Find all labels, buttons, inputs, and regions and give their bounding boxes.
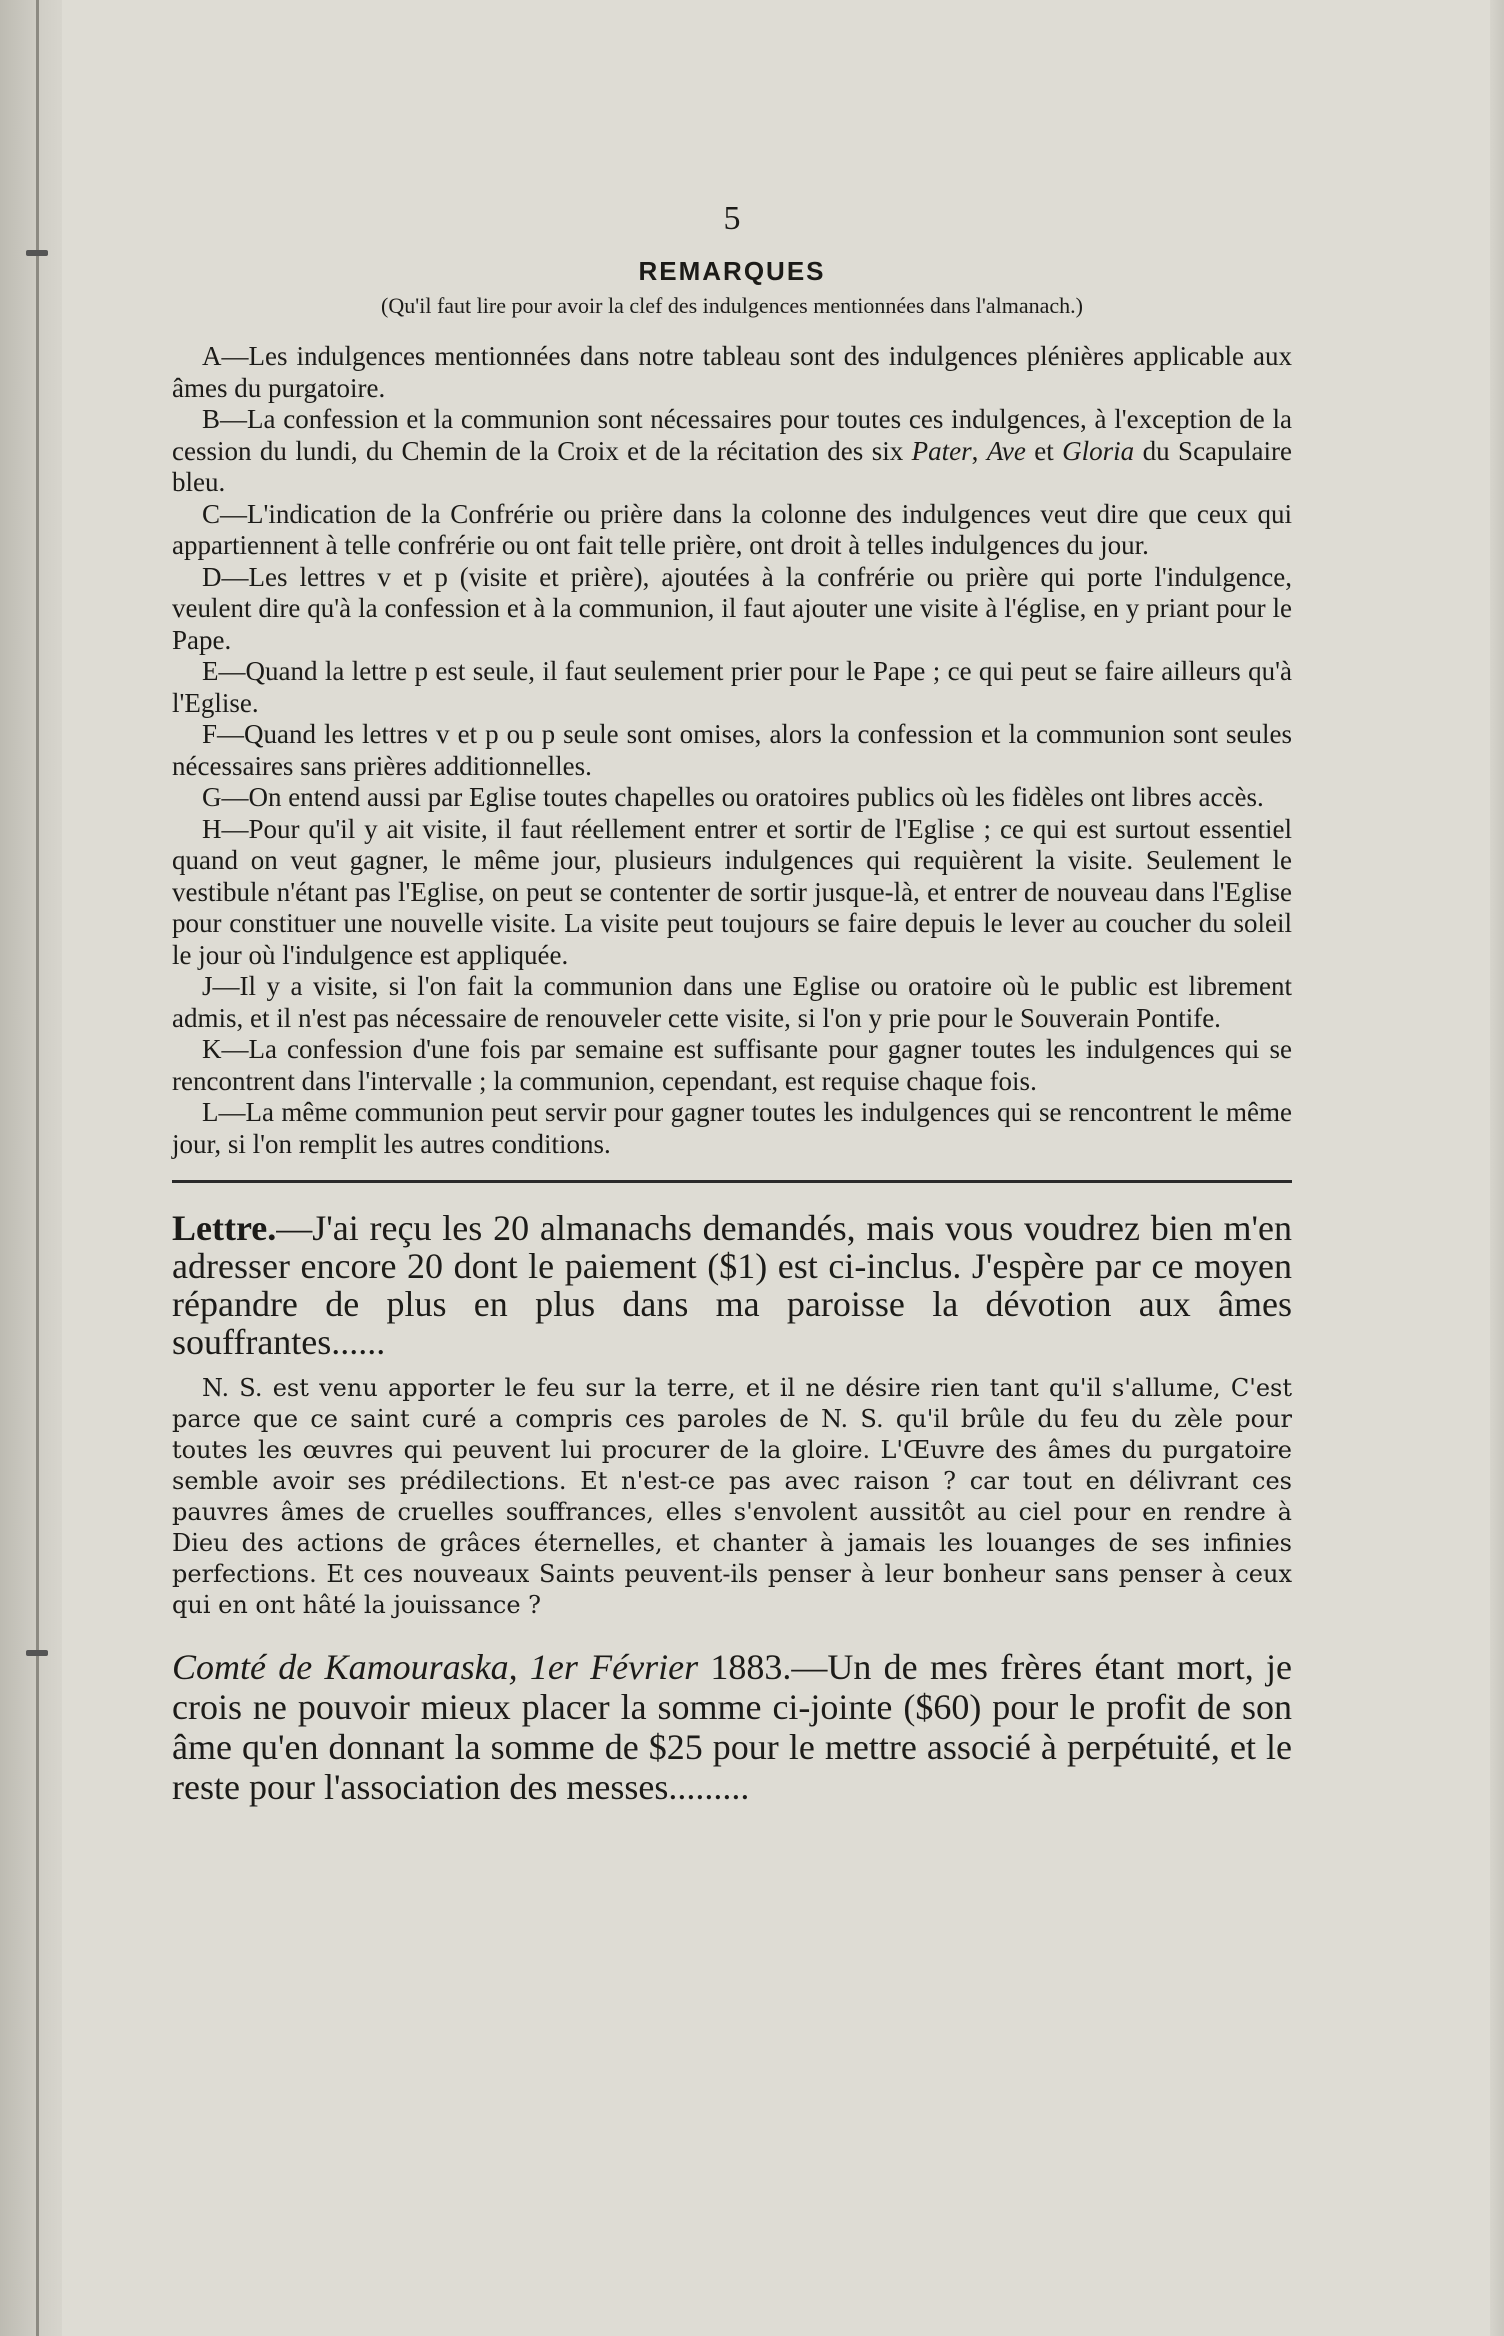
- remark-paragraph: C—L'indication de la Confrérie ou prière dans la colonne des indulgences veut dire que ceux qui appartiennent à telle confrérie ou ont fait telle prière, ont droit à telles indulgences du jour.: [172, 498, 1292, 560]
- book-binding: [0, 0, 62, 2336]
- page-number: 5: [723, 200, 741, 237]
- remark-paragraph: L—La même communion peut servir pour gagner toutes les indulgences qui se rencontrent le même jour, si l'on remplit les autres conditions.: [172, 1097, 1292, 1159]
- remark-paragraph: A—Les indulgences mentionnées dans notre tableau sont des indulgences plénières applicable aux âmes du purgatoire.: [172, 341, 1292, 403]
- remark-paragraph: J—Il y a visite, si l'on fait la communion dans une Eglise ou oratoire où le public est librement admis, et il n'est pas nécessaire de renouveler cette visite, si l'on y prie pour le Souverain Pontife.: [172, 971, 1292, 1033]
- remark-paragraph: K—La confession d'une fois par semaine est suffisante pour gagner toutes les indulgences qui se rencontrent dans l'intervalle ; la communion, cependant, est requise chaque fois.: [172, 1034, 1292, 1096]
- commentary-paragraph: N. S. est venu apporter le feu sur la terre, et il ne désire rien tant qu'il s'allume, C'est parce que ce saint curé a compris ces paroles de N. S. qu'il brûle du feu du zèle pour toutes les œuvres qui peuvent lui procurer de la gloire. L'Œuvre des âmes du purgatoire semble avoir ses prédilections. Et n'est-ce pas avec raison ? car tout en délivrant ces pauvres âmes de cruelles souffrances, elles s'envolent aussitôt au ciel pour en rendre à Dieu des actions de grâces éternelles, et chanter à jamais les louanges de ses infinies perfections. Et ces nouveaux Saints peuvent-ils penser à leur bonheur sans penser à ceux qui en ont hâté la jouissance ?: [172, 1374, 1292, 1619]
- section-divider: [172, 1180, 1292, 1183]
- page-title: REMARQUES: [638, 256, 826, 286]
- letter-label: Lettre.: [172, 1208, 277, 1248]
- letter-excerpt: Lettre.—J'ai reçu les 20 almanachs demandés, mais vous voudrez bien m'en adresser encore 20 dont le paiement ($1) est ci-inclus. J'espère par ce moyen répandre de plus en plus dans ma paroisse la dévotion aux âmes souffrantes......: [172, 1208, 1292, 1362]
- remarks-list: [172, 341, 1292, 1160]
- remark-paragraph: F—Quand les lettres v et p ou p seule sont omises, alors la confession et la communion sont seules nécessaires sans prières additionnelles.: [172, 719, 1292, 781]
- document-page: [62, 0, 1490, 2336]
- remark-paragraph: G—On entend aussi par Eglise toutes chapelles ou oratoires publics où les fidèles ont libres accès.: [202, 782, 1264, 812]
- remark-paragraph: E—Quand la lettre p est seule, il faut seulement prier pour le Pape ; ce qui peut se faire ailleurs qu'à l'Eglise.: [172, 656, 1292, 718]
- page-content: [172, 200, 1292, 1807]
- binding-line: [36, 0, 39, 2336]
- remark-paragraph: H—Pour qu'il y ait visite, il faut réellement entrer et sortir de l'Eglise ; ce qui est surtout essentiel quand on veut gagner, le même jour, plusieurs indulgences qui requièrent la visite. Seulement le vestibule n'étant pas l'Eglise, on peut se contenter de sortir jusque-là, et entrer de nouveau dans l'Eglise pour constituer une nouvelle visite. La visite peut toujours se faire depuis le lever au coucher du soleil le jour où l'indulgence est appliquée.: [172, 813, 1292, 970]
- letter-place-date: Comté de Kamouraska, 1er Février: [172, 1647, 699, 1687]
- remark-paragraph: D—Les lettres v et p (visite et prière), ajoutées à la confrérie ou prière qui porte l'indulgence, veulent dire qu'à la confession et à la communion, il faut ajouter une visite à l'église, en y priant pour le Pape.: [172, 561, 1292, 655]
- binding-staple: [26, 1650, 48, 1656]
- letter-excerpt: Comté de Kamouraska, 1er Février 1883.—Un de mes frères étant mort, je crois ne pouvoir mieux placer la somme ci-jointe ($60) pour le profit de son âme qu'en donnant la somme de $25 pour le mettre associé à perpétuité, et le reste pour l'association des messes.........: [172, 1647, 1292, 1807]
- page-subtitle: (Qu'il faut lire pour avoir la clef des indulgences mentionnées dans l'almanach.): [381, 293, 1083, 318]
- page-edge: [1490, 0, 1504, 2336]
- binding-staple: [26, 250, 48, 256]
- remark-paragraph: B—La confession et la communion sont nécessaires pour toutes ces indulgences, à l'exception de la cession du lundi, du Chemin de la Croix et de la récitation des six Pater, Ave et Gloria du Scapulaire bleu.: [172, 404, 1292, 497]
